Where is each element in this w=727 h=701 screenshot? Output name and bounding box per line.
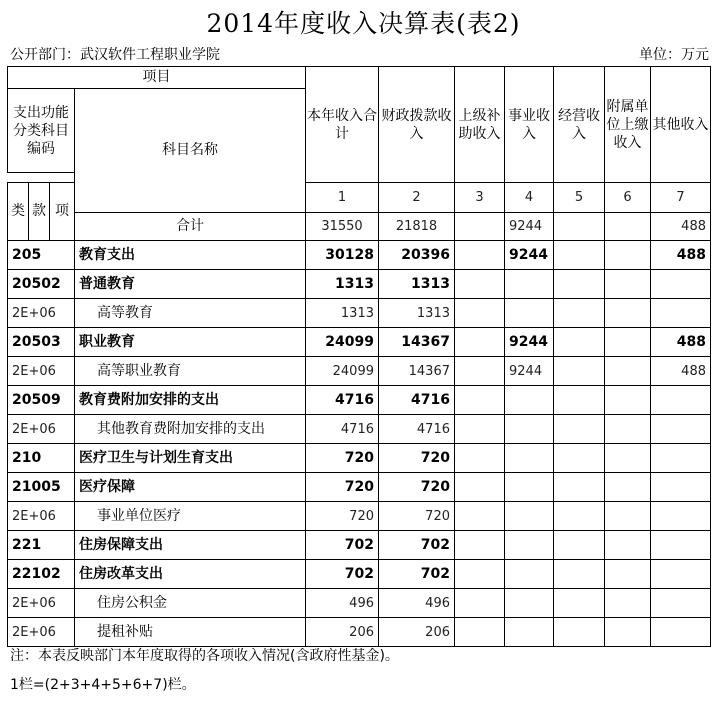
row-value: 702 [306,560,379,589]
row-code: 20502 [8,270,75,299]
row-code: 210 [8,444,75,473]
row-value: 702 [306,531,379,560]
row-value: 702 [379,531,455,560]
table-row [8,270,711,299]
department-label: 公开部门：武汉软件工程职业学院 [10,47,220,63]
row-code: 2E+06 [8,589,75,618]
row-value: 20396 [379,241,455,270]
row-value [651,502,711,531]
row-value: 702 [379,560,455,589]
col-number: 7 [651,183,711,213]
row-value [554,618,605,647]
row-value: 4716 [306,415,379,444]
page-title: 2014年度收入决算表(表2) [206,9,521,38]
lei-header: 类 [8,183,29,241]
row-value [651,589,711,618]
kuan-header: 款 [29,183,50,241]
row-value [605,473,651,502]
row-value [605,328,651,357]
row-value [605,415,651,444]
row-value [505,618,554,647]
row-value: 24099 [306,328,379,357]
row-value: 720 [306,473,379,502]
row-value [554,444,605,473]
table-row [8,560,711,589]
row-value: 1313 [306,299,379,328]
row-code: 21005 [8,473,75,502]
row-code: 2E+06 [8,357,75,386]
row-value [455,415,505,444]
col-header: 附属单位上缴收入 [605,67,651,183]
row-value [651,618,711,647]
row-value [505,386,554,415]
xiang-header: 项 [50,183,75,241]
row-value [605,357,651,386]
row-value: 206 [379,618,455,647]
row-value [554,270,605,299]
row-code: 20503 [8,328,75,357]
row-code: 2E+06 [8,299,75,328]
table-row [8,589,711,618]
row-value [505,589,554,618]
row-name: 职业教育 [75,328,306,357]
function-code-header: 支出功能分类科目编码 [8,89,75,173]
row-value: 14367 [379,328,455,357]
table-row [8,531,711,560]
row-value: 9244 [505,241,554,270]
row-value: 496 [306,589,379,618]
row-code: 2E+06 [8,618,75,647]
row-value [455,357,505,386]
row-value: 720 [379,444,455,473]
row-value [651,270,711,299]
total-value: 31550 [306,213,379,241]
row-value [455,618,505,647]
row-code: 22102 [8,560,75,589]
table-row [8,241,711,270]
row-code: 205 [8,241,75,270]
col-header: 上级补助收入 [455,67,505,183]
row-value [455,386,505,415]
col-header: 事业收入 [505,67,554,183]
col-number: 1 [306,183,379,213]
row-value [651,444,711,473]
row-value [554,502,605,531]
table-row [8,328,711,357]
row-value [605,618,651,647]
row-name: 医疗保障 [75,473,306,502]
row-name: 医疗卫生与计划生育支出 [75,444,306,473]
table-row [8,473,711,502]
row-value [505,299,554,328]
row-value [455,560,505,589]
row-value [505,270,554,299]
table-row [8,357,711,386]
row-value [455,531,505,560]
row-value: 720 [379,502,455,531]
income-table [7,66,711,647]
row-value [455,241,505,270]
row-value [605,560,651,589]
col-header: 经营收入 [554,67,605,183]
total-label: 合计 [75,213,306,241]
row-value: 9244 [505,328,554,357]
row-value [605,444,651,473]
subject-name-header: 科目名称 [75,89,306,213]
footnote: 注：本表反映部门本年度取得的各项收入情况(含政府性基金)。 [10,648,399,664]
row-value [505,473,554,502]
col-number: 4 [505,183,554,213]
table-row [8,444,711,473]
row-value [554,473,605,502]
row-value [455,328,505,357]
row-name: 提租补贴 [75,618,306,647]
row-value [554,415,605,444]
row-value: 1313 [379,299,455,328]
row-name: 住房保障支出 [75,531,306,560]
row-name: 普通教育 [75,270,306,299]
col-number: 5 [554,183,605,213]
row-value [605,589,651,618]
row-value [505,502,554,531]
row-value: 720 [306,444,379,473]
total-value [605,213,651,241]
total-value: 9244 [505,213,554,241]
row-value [554,386,605,415]
row-value [605,241,651,270]
row-value: 720 [379,473,455,502]
row-value: 14367 [379,357,455,386]
row-value: 4716 [306,386,379,415]
total-value [554,213,605,241]
row-name: 住房公积金 [75,589,306,618]
col-number: 6 [605,183,651,213]
row-value [651,560,711,589]
project-header: 项目 [8,67,306,89]
table-row [8,618,711,647]
row-name: 住房改革支出 [75,560,306,589]
row-code: 221 [8,531,75,560]
row-value [554,560,605,589]
row-name: 其他教育费附加安排的支出 [75,415,306,444]
total-value [455,213,505,241]
total-value: 488 [651,213,711,241]
row-value [505,560,554,589]
row-name: 高等职业教育 [75,357,306,386]
row-value [455,502,505,531]
row-code: 20509 [8,386,75,415]
row-value [605,502,651,531]
row-value: 24099 [306,357,379,386]
row-value [455,473,505,502]
col-header: 财政拨款收入 [379,67,455,183]
row-value [651,473,711,502]
row-value: 30128 [306,241,379,270]
row-value: 720 [306,502,379,531]
row-code: 2E+06 [8,415,75,444]
row-value: 4716 [379,386,455,415]
table-row [8,299,711,328]
row-name: 事业单位医疗 [75,502,306,531]
col-header: 其他收入 [651,67,711,183]
row-value [554,328,605,357]
col-number: 3 [455,183,505,213]
row-value: 206 [306,618,379,647]
row-value [554,357,605,386]
row-value [505,415,554,444]
row-value [554,241,605,270]
row-value [651,531,711,560]
row-value: 1313 [306,270,379,299]
total-value: 21818 [379,213,455,241]
row-value [605,270,651,299]
row-value [554,531,605,560]
row-value [554,299,605,328]
row-code: 2E+06 [8,502,75,531]
row-value [455,270,505,299]
row-value: 488 [651,357,711,386]
row-name: 教育费附加安排的支出 [75,386,306,415]
row-value [505,531,554,560]
row-value [605,386,651,415]
row-value [455,589,505,618]
row-value [455,444,505,473]
table-row [8,415,711,444]
row-value: 1313 [379,270,455,299]
row-value: 488 [651,328,711,357]
row-value [455,299,505,328]
table-row [8,386,711,415]
row-value: 496 [379,589,455,618]
row-value [605,299,651,328]
row-value: 9244 [505,357,554,386]
row-name: 教育支出 [75,241,306,270]
footnote: 1栏=(2+3+4+5+6+7)栏。 [10,677,196,693]
row-value [651,386,711,415]
row-value [505,444,554,473]
col-header: 本年收入合计 [306,67,379,183]
row-name: 高等教育 [75,299,306,328]
col-number: 2 [379,183,455,213]
row-value: 4716 [379,415,455,444]
row-value [554,589,605,618]
row-value [651,415,711,444]
row-value [605,531,651,560]
row-value: 488 [651,241,711,270]
unit-label: 单位：万元 [639,47,709,63]
table-row [8,502,711,531]
row-value [651,299,711,328]
